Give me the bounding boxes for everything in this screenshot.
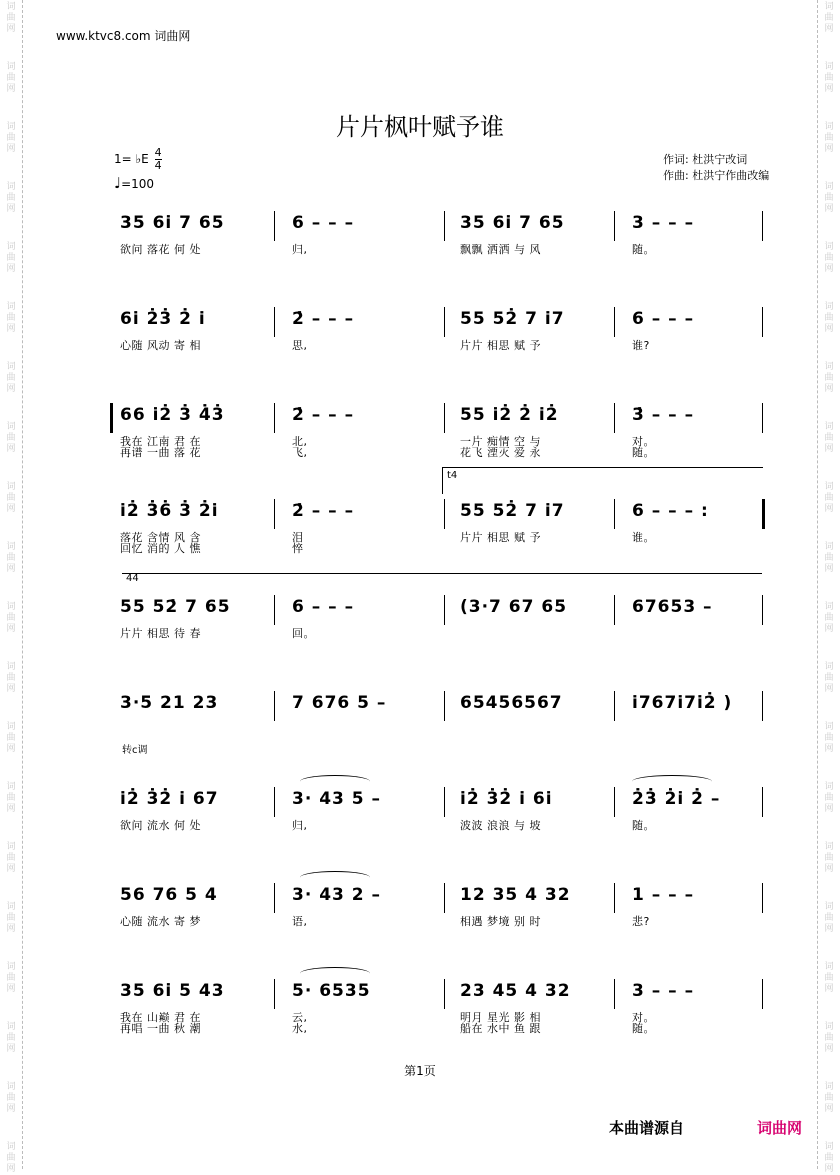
measure-notes: 35 6i̇ 7 65 <box>120 213 225 233</box>
bar-line <box>274 307 275 337</box>
measure-notes: 6 – – – : <box>632 501 709 521</box>
bar-line <box>614 403 615 433</box>
bar-line <box>444 403 445 433</box>
page-number: 第1页 <box>404 1064 436 1078</box>
measure-notes: 67653 – <box>632 597 713 617</box>
bar-line <box>614 499 615 529</box>
side-watermark-text: 词 曲 网 <box>6 62 16 94</box>
site-url-watermark[interactable]: www.ktvc8.com 词曲网 <box>56 29 191 43</box>
side-watermark-text: 词 曲 网 <box>824 602 834 634</box>
composer: 作曲: 杜洪宁作曲改编 <box>663 169 770 182</box>
quarter-note-icon: ♩ <box>114 174 122 192</box>
side-watermark-text: 词 曲 网 <box>6 782 16 814</box>
measure-notes: 1 – – – <box>632 885 695 905</box>
lyric-verse-1: 片片 相思 待 春 <box>120 627 201 640</box>
song-title: 片片枫叶赋予谁 <box>336 113 504 141</box>
side-watermark-text: 词 曲 网 <box>824 542 834 574</box>
bar-line <box>614 595 615 625</box>
credits <box>663 152 769 184</box>
lyric-verse-1: 对。 <box>632 435 655 448</box>
lyricist: 作词: 杜洪宁改词 <box>663 153 748 166</box>
time-sig-top: 4 <box>154 146 162 159</box>
lyric-verse-1: 相遇 梦境 别 时 <box>460 915 541 928</box>
measure-notes: 66 i̇2̇ 3̇ 4̇3̇ <box>120 405 225 425</box>
side-watermark-text: 词 曲 网 <box>6 1142 16 1174</box>
bar-line <box>614 307 615 337</box>
lyric-verse-2: 再唱 一曲 秋 潮 <box>120 1022 201 1035</box>
tie-arc <box>632 775 712 788</box>
lyric-verse-1: 谁? <box>632 339 650 352</box>
bar-line <box>762 499 765 529</box>
bar-line <box>444 691 445 721</box>
lyric-verse-1: 落花 含情 风 含 <box>120 531 201 544</box>
bar-line <box>762 595 763 625</box>
side-watermark-text: 词 曲 网 <box>6 182 16 214</box>
measure-notes: 5· 6535 <box>292 981 371 1001</box>
measure-notes: 55 52̇ 7 65 <box>120 597 231 617</box>
measure-notes: 3̇ – – – <box>632 405 695 425</box>
measure-notes: 3 – – – <box>632 213 695 233</box>
tie-arc <box>300 775 370 788</box>
score-system <box>112 973 762 1043</box>
lyric-verse-1: 我在 山巅 君 在 <box>120 1011 201 1024</box>
measure-notes: 3· 43 5 – <box>292 789 382 809</box>
score-system <box>112 205 762 275</box>
side-watermark-text: 词 曲 网 <box>6 122 16 154</box>
side-watermark-text: 词 曲 网 <box>824 902 834 934</box>
side-watermark-text: 词 曲 网 <box>6 2 16 34</box>
key-label: 1= ♭E <box>114 152 149 166</box>
side-watermark-text: 词 曲 网 <box>824 242 834 274</box>
measure-notes: 6 – – – <box>292 213 355 233</box>
bar-line <box>762 883 763 913</box>
lyric-verse-2: 再谱 一曲 落 花 <box>120 446 201 459</box>
side-watermark-text: 词 曲 网 <box>824 962 834 994</box>
score-system <box>112 877 762 947</box>
bar-line <box>762 787 763 817</box>
measure-notes: 55 52̇ 7 i̇7 <box>460 309 565 329</box>
side-watermark-text: 词 曲 网 <box>824 302 834 334</box>
score-system <box>112 397 762 467</box>
measure-notes: i̇2̇ 3̇6̇ 3̇ 2̇i̇ <box>120 501 219 521</box>
score-system <box>112 685 762 755</box>
lyric-verse-1: 我在 江南 君 在 <box>120 435 201 448</box>
measure-notes: i̇2̇ 3̇2̇ i̇ 67 <box>120 789 219 809</box>
time-signature-mark: 44 <box>126 573 139 584</box>
side-watermark-text: 词 曲 网 <box>6 482 16 514</box>
lyric-verse-1: 思, <box>292 339 308 352</box>
side-watermark-text: 词 曲 网 <box>6 302 16 334</box>
repeat-start-bar <box>110 403 113 433</box>
measure-notes: 3·5 21 23 <box>120 693 219 713</box>
lyric-verse-1: 一片 痴情 空 与 <box>460 435 541 448</box>
bar-line <box>762 403 763 433</box>
lyric-verse-1: 片片 相思 赋 予 <box>460 339 541 352</box>
side-watermark-text: 词 曲 网 <box>6 662 16 694</box>
bar-line <box>274 211 275 241</box>
lyric-verse-1: 波波 浪浪 与 坡 <box>460 819 541 832</box>
lyric-verse-1: 归, <box>292 819 308 832</box>
measure-notes: 7 676 5 – <box>292 693 387 713</box>
side-watermark-text: 词 曲 网 <box>6 1022 16 1054</box>
bar-line <box>762 307 763 337</box>
measure-notes: i̇767i̇7i̇2̇ ) <box>632 693 733 713</box>
lyric-verse-1: 对。 <box>632 1011 655 1024</box>
bar-line <box>274 883 275 913</box>
volta-label: t4 <box>447 470 458 481</box>
bar-line <box>444 307 445 337</box>
lyric-verse-1: 心随 风动 寄 相 <box>120 339 201 352</box>
bar-line <box>274 691 275 721</box>
tempo-value: =100 <box>121 177 155 191</box>
tie-arc <box>300 871 370 884</box>
side-watermark-text: 词 曲 网 <box>824 722 834 754</box>
bar-line <box>274 595 275 625</box>
side-watermark-text: 词 曲 网 <box>824 662 834 694</box>
side-watermark-text: 词 曲 网 <box>6 422 16 454</box>
side-watermark-text: 词 曲 网 <box>824 122 834 154</box>
bar-line <box>274 403 275 433</box>
bar-line <box>444 979 445 1009</box>
side-watermark-text: 词 曲 网 <box>824 842 834 874</box>
site-logo[interactable]: 词曲网 <box>757 1119 803 1137</box>
key-change-mark: 转c调 <box>122 745 148 756</box>
side-watermark-text: 词 曲 网 <box>6 902 16 934</box>
side-watermark-text: 词 曲 网 <box>6 242 16 274</box>
lyric-verse-1: 回。 <box>292 627 315 640</box>
measure-notes: i̇2̇ 3̇2̇ i̇ 6i̇ <box>460 789 553 809</box>
bar-line <box>614 211 615 241</box>
side-watermark-text: 词 曲 网 <box>6 362 16 394</box>
side-watermark-text: 词 曲 网 <box>6 602 16 634</box>
lyric-verse-1: 随。 <box>632 243 655 256</box>
bar-line <box>444 787 445 817</box>
score-system <box>112 470 762 563</box>
measure-notes: 35 6i̇ 5 43 <box>120 981 225 1001</box>
measure-notes: 56 76 5 4 <box>120 885 218 905</box>
side-watermark-text: 词 曲 网 <box>6 1082 16 1114</box>
lyric-verse-2: 花飞 湮灭 爱 永 <box>460 446 541 459</box>
source-label: 本曲谱源自 <box>609 1119 685 1137</box>
lyric-verse-1: 片片 相思 赋 予 <box>460 531 541 544</box>
side-watermark-text: 词 曲 网 <box>824 62 834 94</box>
lyric-verse-1: 心随 流水 寄 梦 <box>120 915 201 928</box>
measure-notes: 2̇ – – – <box>292 309 355 329</box>
lyric-verse-1: 北, <box>292 435 308 448</box>
measure-notes: 6 – – – <box>292 597 355 617</box>
lyric-verse-1: 随。 <box>632 819 655 832</box>
lyric-verse-2: 随。 <box>632 446 655 459</box>
score-system <box>112 301 762 371</box>
bar-line <box>762 979 763 1009</box>
lyric-verse-1: 悲? <box>632 915 650 928</box>
time-sig-bottom: 4 <box>154 159 162 172</box>
bar-line <box>444 595 445 625</box>
measure-notes: (3·7 67 65 <box>460 597 568 617</box>
bar-line <box>274 787 275 817</box>
measure-notes: 2̇ – – – <box>292 405 355 425</box>
bar-line <box>762 211 763 241</box>
side-watermark-text: 词 曲 网 <box>824 1022 834 1054</box>
lyric-verse-2: 船在 水中 鱼 跟 <box>460 1022 541 1035</box>
section-rule <box>122 573 762 574</box>
measure-notes: 55 52̇ 7 i̇7 <box>460 501 565 521</box>
side-watermark-text: 词 曲 网 <box>824 422 834 454</box>
measure-notes: 6i̇ 2̇3̇ 2̇ i̇ <box>120 309 206 329</box>
side-watermark-text: 词 曲 网 <box>824 482 834 514</box>
lyric-verse-2: 飞, <box>292 446 308 459</box>
lyric-verse-2: 回忆 消的 人 憔 <box>120 542 201 555</box>
bar-line <box>274 979 275 1009</box>
measure-notes: 35 6i̇ 7 65 <box>460 213 565 233</box>
side-watermark-text: 词 曲 网 <box>6 842 16 874</box>
side-watermark-text: 词 曲 网 <box>824 362 834 394</box>
lyric-verse-1: 欲问 落花 何 处 <box>120 243 201 256</box>
lyric-verse-2: 随。 <box>632 1022 655 1035</box>
lyric-verse-1: 语, <box>292 915 308 928</box>
measure-notes: 6 – – – <box>632 309 695 329</box>
bar-line <box>444 211 445 241</box>
side-watermark-text: 词 曲 网 <box>824 782 834 814</box>
lyric-verse-1: 明月 星光 影 相 <box>460 1011 541 1024</box>
side-watermark-text: 词 曲 网 <box>6 962 16 994</box>
key-signature <box>114 147 162 192</box>
lyric-verse-2: 水, <box>292 1022 308 1035</box>
side-watermark-text: 词 曲 网 <box>6 722 16 754</box>
side-watermark-text: 词 曲 网 <box>6 542 16 574</box>
score-system <box>112 573 762 659</box>
lyric-verse-1: 谁。 <box>632 531 655 544</box>
measure-notes: 23 45 4 32 <box>460 981 571 1001</box>
measure-notes: 3· 43 2 – <box>292 885 382 905</box>
bar-line <box>444 883 445 913</box>
lyric-verse-1: 归, <box>292 243 308 256</box>
measure-notes: 55 i̇2̇ 2̇ i̇2̇ <box>460 405 559 425</box>
lyric-verse-1: 飘飘 洒洒 与 风 <box>460 243 541 256</box>
tie-arc <box>300 967 370 980</box>
score-system <box>112 745 762 851</box>
bar-line <box>274 499 275 529</box>
bar-line <box>614 691 615 721</box>
measure-notes: 3 – – – <box>632 981 695 1001</box>
lyric-verse-1: 欲问 流水 何 处 <box>120 819 201 832</box>
lyric-verse-2: 悴 <box>292 542 304 555</box>
side-watermark-text: 词 曲 网 <box>824 1142 834 1174</box>
lyric-verse-1: 云, <box>292 1011 308 1024</box>
bar-line <box>614 883 615 913</box>
measure-notes: 65456567 <box>460 693 563 713</box>
volta-bracket <box>442 467 763 494</box>
lyric-verse-1: 泪 <box>292 531 304 544</box>
bar-line <box>614 979 615 1009</box>
side-watermark-text: 词 曲 网 <box>824 182 834 214</box>
measure-notes: 12 35 4 32 <box>460 885 571 905</box>
bar-line <box>614 787 615 817</box>
side-watermark-text: 词 曲 网 <box>824 2 834 34</box>
bar-line <box>444 499 445 529</box>
bar-line <box>762 691 763 721</box>
measure-notes: 2̇ – – – <box>292 501 355 521</box>
side-watermark-text: 词 曲 网 <box>824 1082 834 1114</box>
measure-notes: 2̇3̇ 2̇i̇ 2̇ – <box>632 789 721 809</box>
